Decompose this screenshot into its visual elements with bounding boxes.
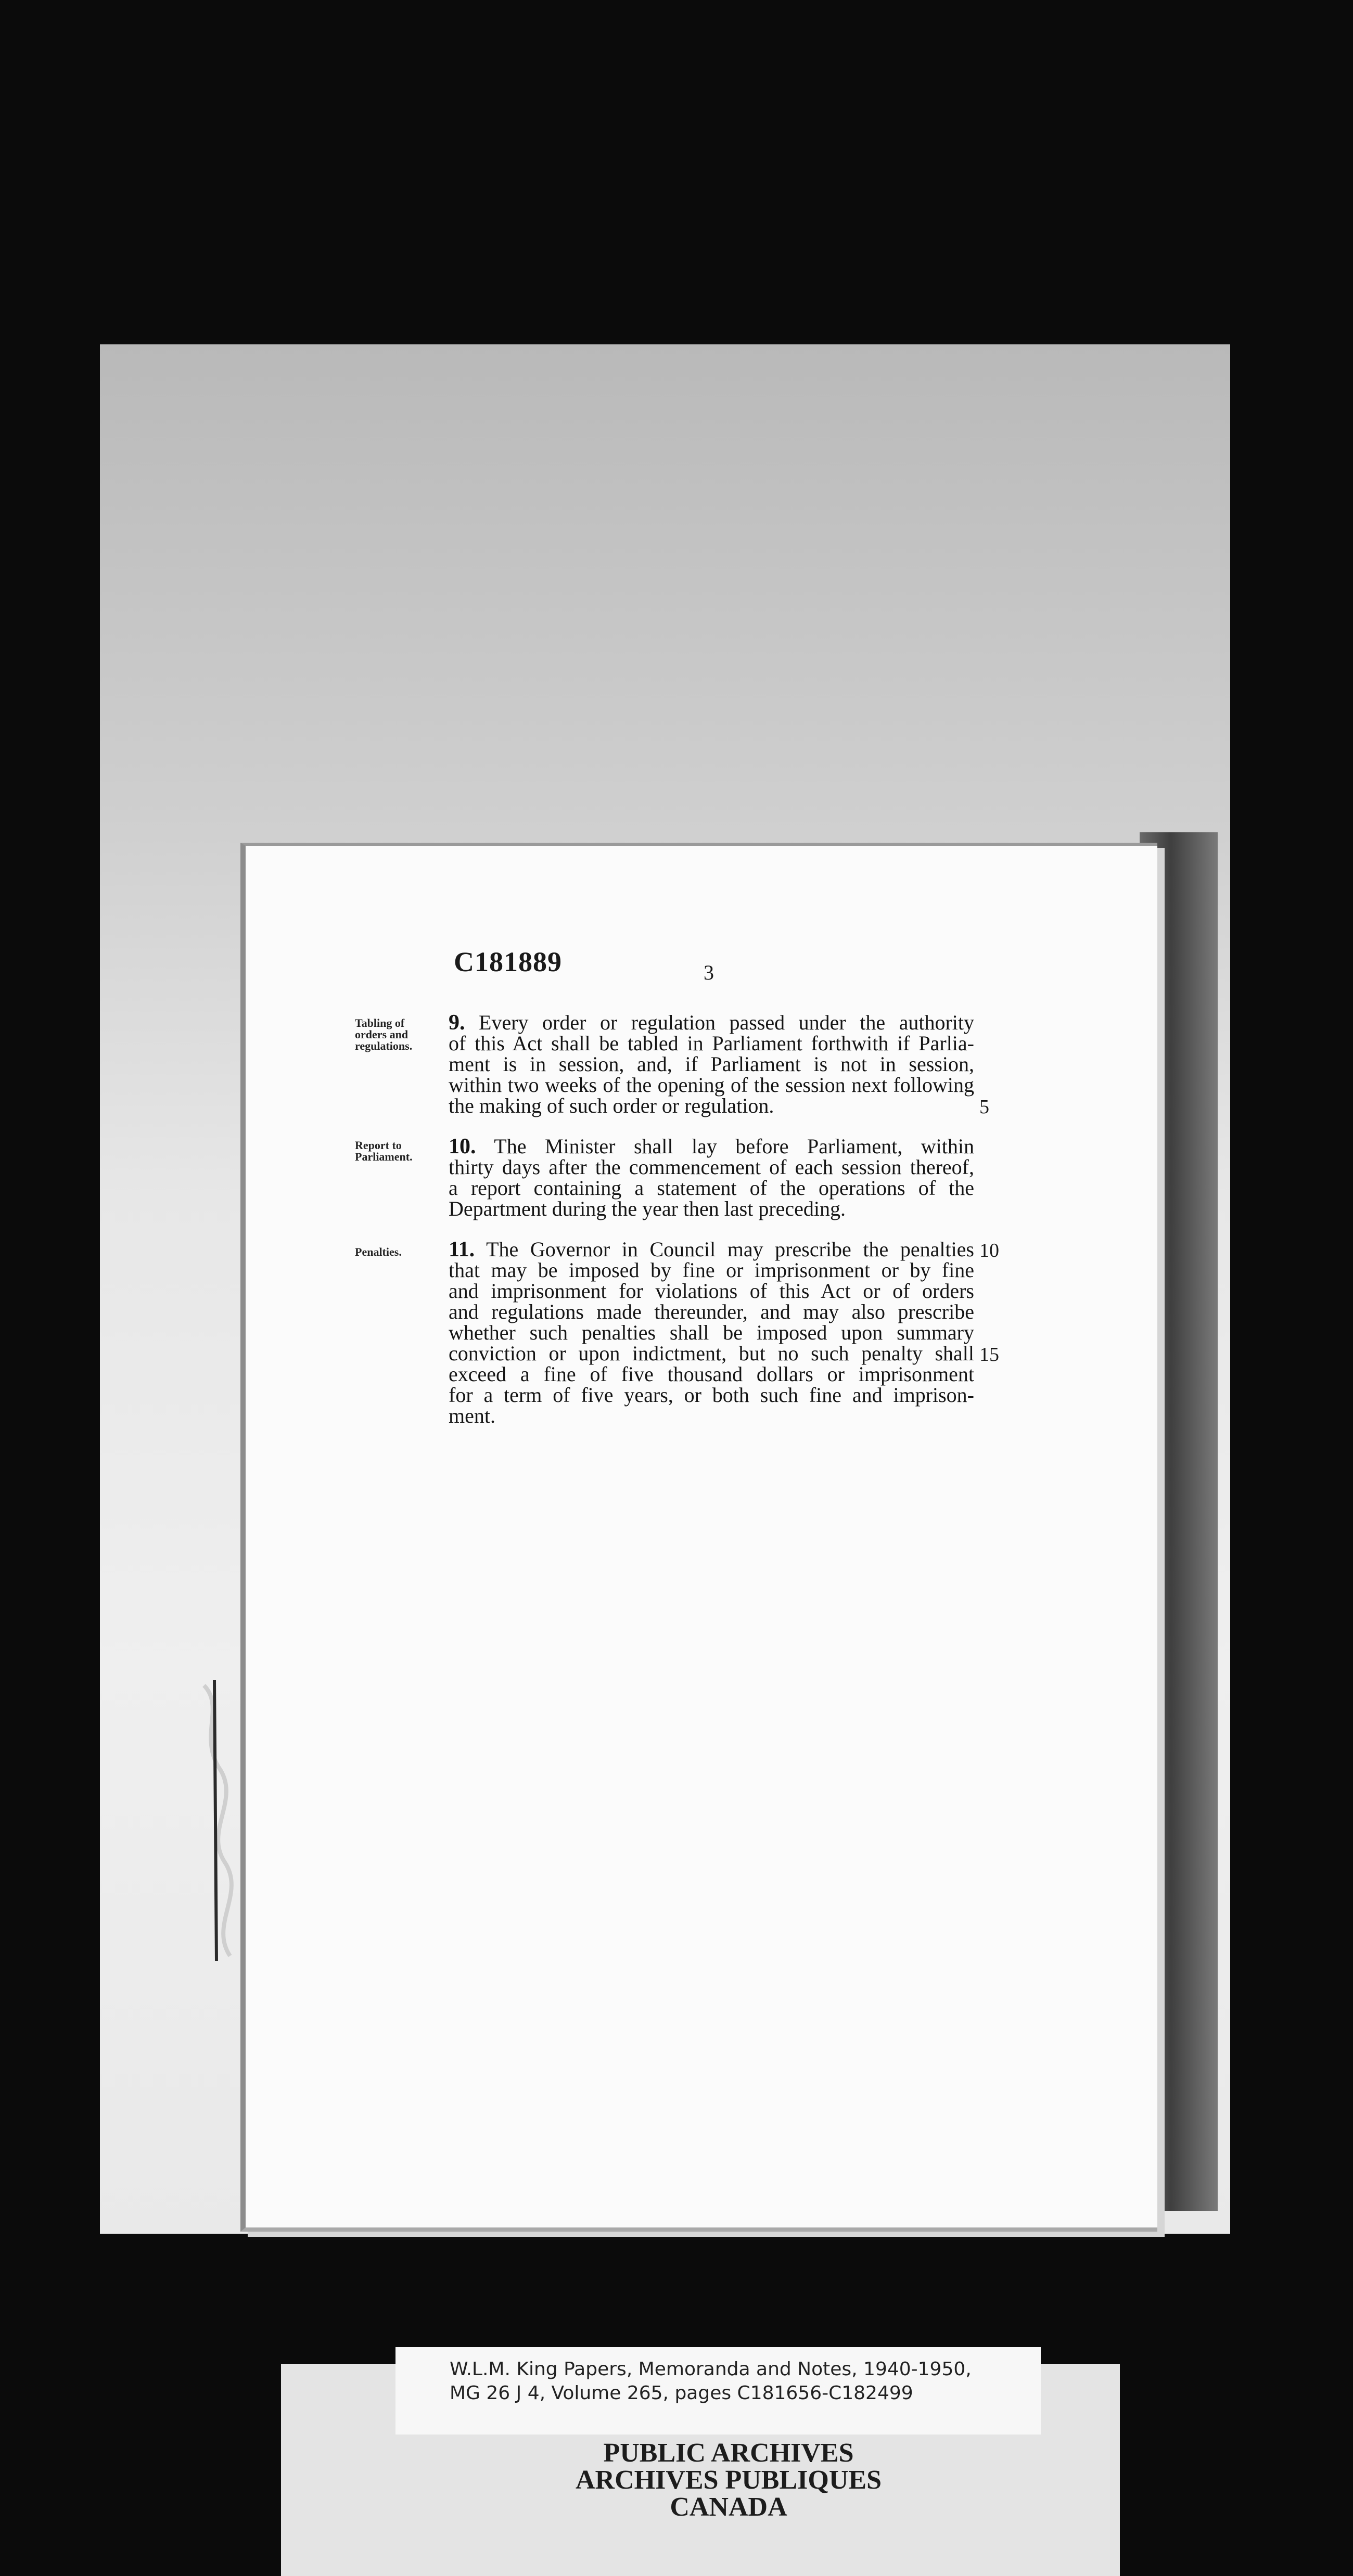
margin-note-report: Report to Parliament.: [355, 1139, 413, 1163]
section-number: 9.: [449, 1011, 465, 1035]
page-id-stamp: C181889: [454, 946, 562, 977]
line-number: 10: [979, 1240, 999, 1261]
citation-line-2: MG 26 J 4, Volume 265, pages C181656-C182499: [450, 2382, 913, 2404]
section-10: 10. The Minister shall lay before Parliament, within thirty days after the commencement of each session thereof, a report containing a statement of the operations of the Department during the year then last preceding.: [449, 1135, 974, 1220]
margin-note-tabling: Tabling of orders and regulations.: [355, 1016, 413, 1052]
section-number: 11.: [449, 1238, 475, 1261]
binding-thread: [194, 1675, 256, 1966]
margin-note-penalties: Penalties.: [355, 1245, 402, 1258]
archives-stamp: PUBLIC ARCHIVES ARCHIVES PUBLIQUES CANADA: [575, 2438, 882, 2522]
line-number: 5: [979, 1096, 989, 1118]
section-11: 11. The Governor in Council may prescribe the penalties that may be imposed by fine or imprisonment or by fine and imprisonment for violations of this Act or of orders and regulations made thereunder, and may also prescribe whether such penalties shall be imposed upon summary conviction or upon indictment, but no such penalty shall exceed a fine of five thousand dollars or imprisonment for a term of five years, or both such fine and imprison- ment.: [449, 1238, 975, 1427]
section-number: 10.: [449, 1135, 476, 1158]
bill-page: [240, 843, 1157, 2232]
archive-citation-card: [395, 2347, 1041, 2435]
page-number: 3: [704, 961, 714, 984]
citation-line-1: W.L.M. King Papers, Memoranda and Notes, 1940-1950,: [450, 2359, 972, 2380]
section-9: 9. Every order or regulation passed under the authority of this Act shall be tabled in Parliament forthwith if Parlia- ment is in session, and, if Parliament is not in session, within two weeks of the opening of the session next following the making of such order or regulation.: [449, 1011, 974, 1117]
line-number: 15: [979, 1344, 999, 1366]
